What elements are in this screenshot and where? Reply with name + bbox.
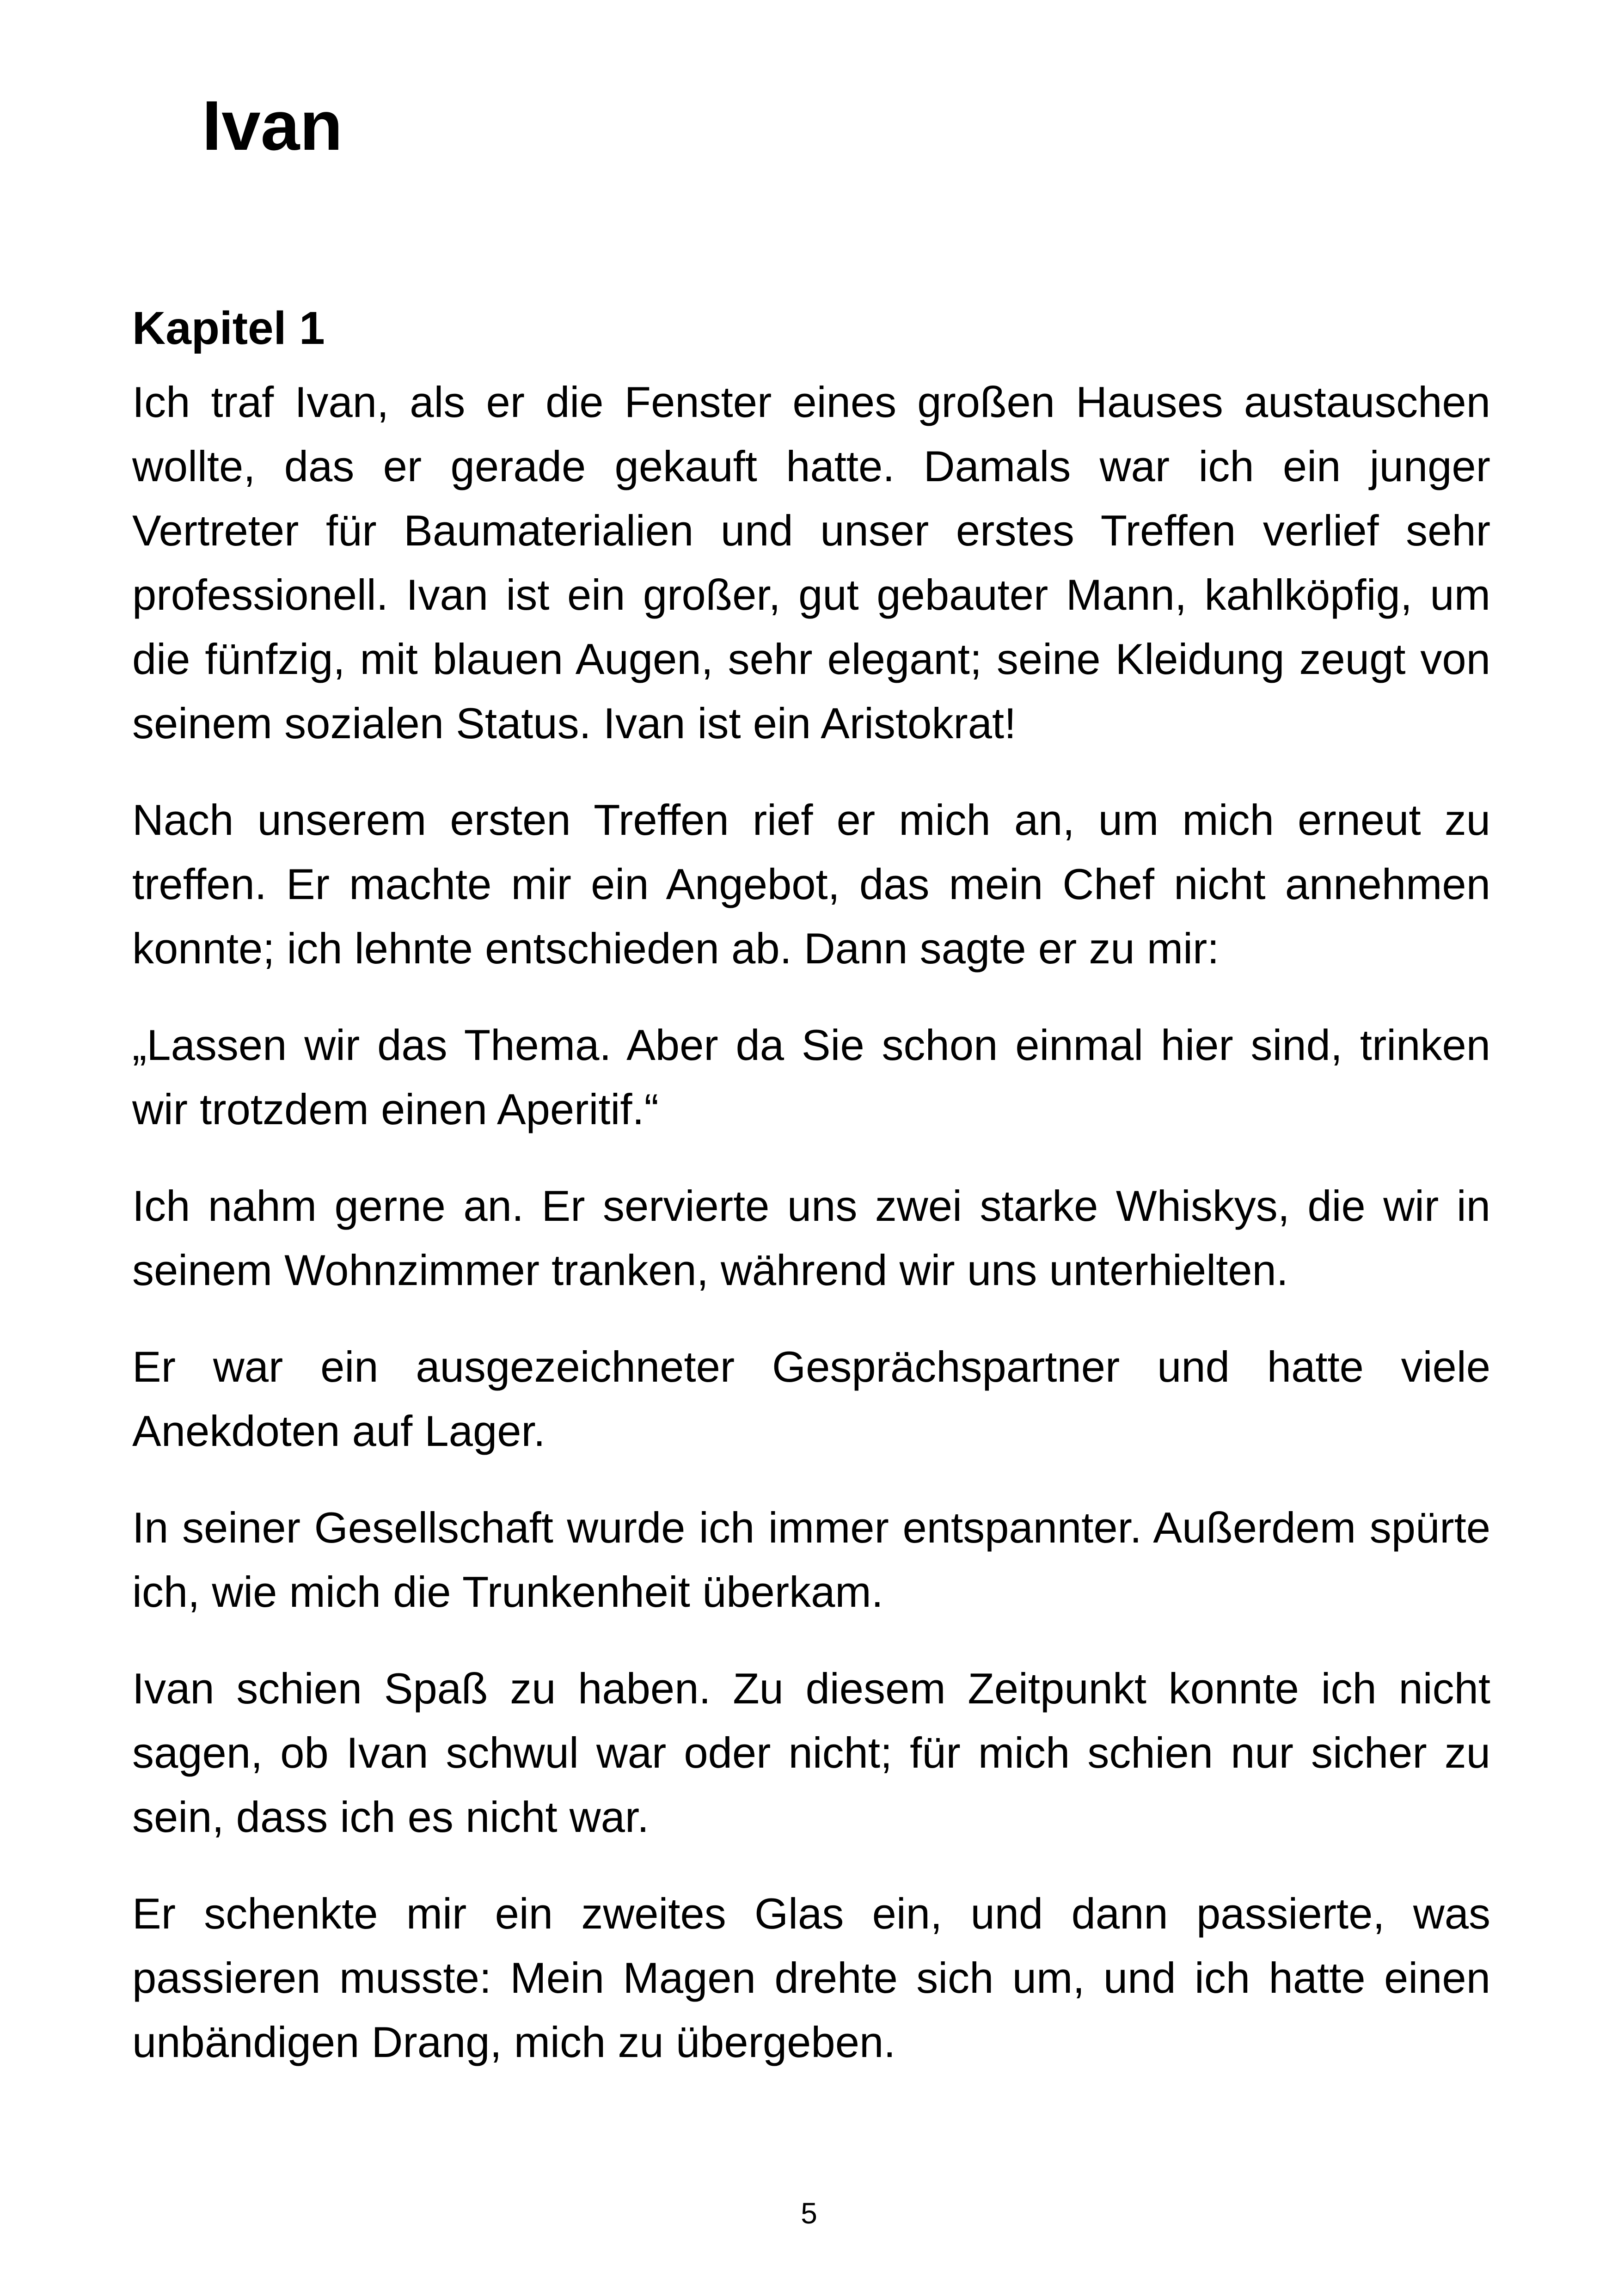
paragraph: Ich nahm gerne an. Er servierte uns zwei starke Whiskys, die wir in seinem Wohnzimmer tranken, während wir uns unterhielten. — [132, 1182, 1490, 1294]
paragraph: Er schenkte mir ein zweites Glas ein, und dann passierte, was passieren musste: Mein Magen drehte sich um, und ich hatte einen unbändigen Drang, mich zu übergeben. — [132, 1889, 1490, 2066]
chapter-heading: Kapitel 1 — [132, 302, 325, 354]
paragraph: Er war ein ausgezeichneter Gesprächspartner und hatte viele Anekdoten auf Lager. — [132, 1342, 1490, 1455]
paragraph: „Lassen wir das Thema. Aber da Sie schon einmal hier sind, trinken wir trotzdem einen Aperitif.“ — [132, 1021, 1490, 1133]
book-title: Ivan — [202, 86, 343, 165]
chapter-body — [132, 370, 1490, 2106]
page-number: 5 — [801, 2197, 817, 2230]
paragraph: Nach unserem ersten Treffen rief er mich an, um mich erneut zu treffen. Er machte mir ein Angebot, das mein Chef nicht annehmen konnte; ich lehnte entschieden ab. Dann sagte er zu mir: — [132, 796, 1490, 973]
paragraph: Ivan schien Spaß zu haben. Zu diesem Zeitpunkt konnte ich nicht sagen, ob Ivan schwul war oder nicht; für mich schien nur sicher zu sein, dass ich es nicht war. — [132, 1664, 1490, 1841]
paragraph: In seiner Gesellschaft wurde ich immer entspannter. Außerdem spürte ich, wie mich die Trunkenheit überkam. — [132, 1503, 1490, 1616]
paragraph: Ich traf Ivan, als er die Fenster eines großen Hauses austauschen wollte, das er gerade gekauft hatte. Damals war ich ein junger Vertreter für Baumaterialien und unser erstes Treffen verlief sehr professionell. Ivan ist ein großer, gut gebauter Mann, kahlköpfig, um die fünfzig, mit blauen Augen, sehr elegant; seine Kleidung zeugt von seinem sozialen Status. Ivan ist ein Aristokrat! — [132, 378, 1490, 747]
